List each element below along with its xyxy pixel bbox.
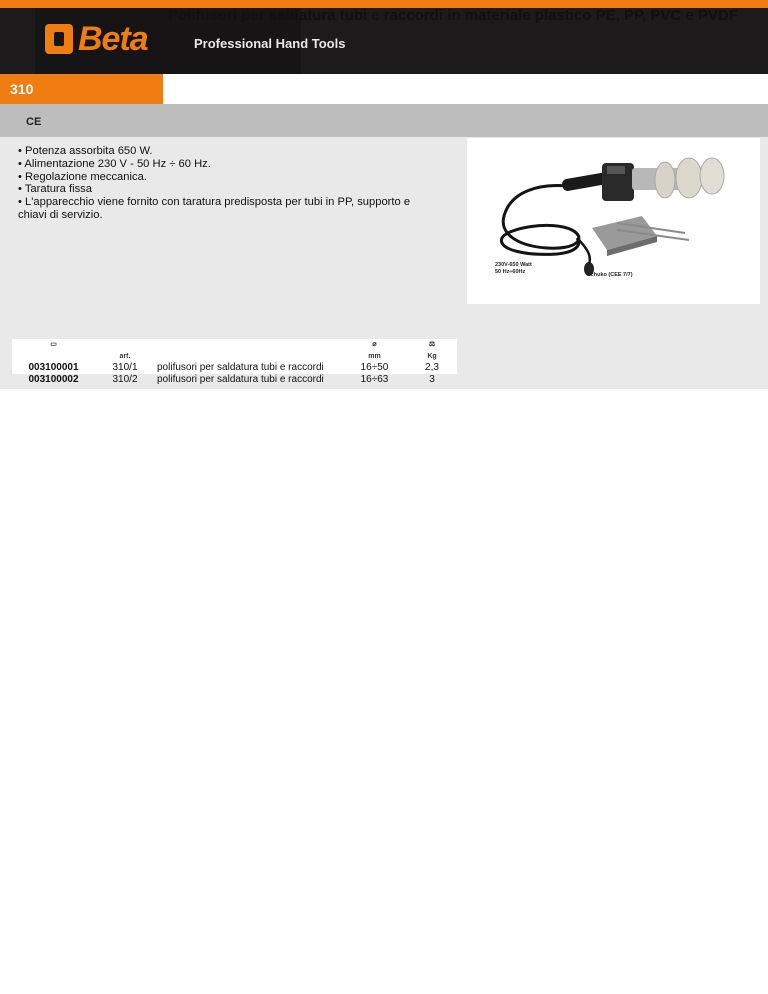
feature-item: • Regolazione meccanica. xyxy=(18,170,147,183)
spec-table xyxy=(12,339,457,385)
product-title: Polifusori per saldatura tubi e raccordi in materiale plastico PE, PP, PVC e PVDF xyxy=(168,7,738,24)
feature-item: • Taratura fissa xyxy=(18,183,92,196)
item-weight: 2,3 xyxy=(425,362,439,373)
item-description: polifusori per saldatura tubi e raccordi xyxy=(157,362,324,373)
frequency-label: 50 Hz÷60Hz xyxy=(495,269,526,275)
product-code-box xyxy=(0,74,163,104)
item-diameter: 16÷50 xyxy=(360,362,389,373)
pipe-welder-illustration xyxy=(467,138,760,304)
diameter-icon: ⌀ xyxy=(372,341,377,348)
diameter-unit: mm xyxy=(368,352,381,360)
feature-item: • Potenza assorbita 650 W. xyxy=(18,145,153,157)
item-art: 310/1 xyxy=(112,362,138,373)
certification-bar xyxy=(0,104,768,137)
plug-label: Schuko (CEE 7/7) xyxy=(587,272,633,278)
ce-mark-icon: CE xyxy=(26,116,42,128)
item-code: 003100002 xyxy=(28,373,79,385)
power-label: 230V-650 Watt xyxy=(495,262,532,268)
barcode-icon: ▭ xyxy=(50,341,57,348)
item-description: polifusori per saldatura tubi e raccordi xyxy=(157,373,324,385)
item-art: 310/2 xyxy=(112,373,138,385)
weight-icon: ⚖ xyxy=(428,341,436,348)
table-row xyxy=(12,374,457,386)
table-row xyxy=(12,362,457,374)
table-subheader-row xyxy=(12,351,457,363)
item-diameter: 16÷63 xyxy=(360,373,389,385)
feature-item: • Alimentazione 230 V - 50 Hz ÷ 60 Hz. xyxy=(18,157,211,170)
feature-list xyxy=(18,145,438,222)
art-header-label: art. xyxy=(119,352,131,360)
item-code: 003100001 xyxy=(28,362,79,373)
art-header xyxy=(95,339,155,351)
item-weight: 3 xyxy=(429,373,435,385)
table-header-row xyxy=(12,339,457,351)
product-photo xyxy=(467,138,760,304)
brand-name: Beta xyxy=(78,20,148,58)
product-code: 310 xyxy=(10,81,34,97)
weight-unit: Kg xyxy=(427,352,437,360)
feature-item: • L'apparecchio viene fornito con taratura predisposta per tubi in PP, supporto e chiavi di servizio. xyxy=(18,196,411,221)
brand-tagline: Professional Hand Tools xyxy=(194,36,346,51)
wrench-logo-icon xyxy=(45,24,73,54)
